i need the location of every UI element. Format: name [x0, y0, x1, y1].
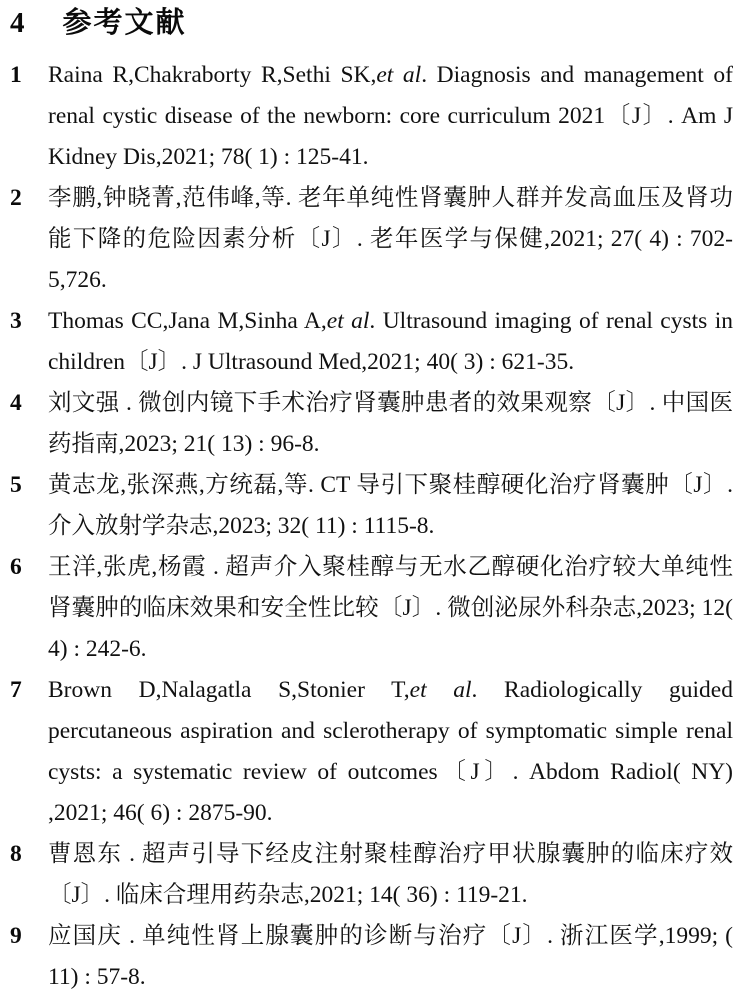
reference-text: Brown D,Nalagatla S,Stonier T,et al. Radiologically guided percutaneous aspiration and sclerotherapy of symptomatic simple renal cysts: a systematic review of outcomes〔J〕. Abdom Radiol( NY) ,2021; 46( 6) : 2875-90. [48, 677, 733, 827]
section-heading [10, 5, 733, 41]
reference-number: 1 [10, 62, 22, 89]
reference-number: 3 [10, 308, 22, 335]
reference-list [10, 55, 733, 998]
reference-text: 曹恩东 . 超声引导下经皮注射聚桂醇治疗甲状腺囊肿的临床疗效〔J〕. 临床合理用药杂志,2021; 14( 36) : 119-21. [48, 841, 733, 909]
reference-text: 黄志龙,张深燕,方统磊,等. CT 导引下聚桂醇硬化治疗肾囊肿〔J〕. 介入放射学杂志,2023; 32( 11) : 1115-8. [48, 472, 733, 540]
reference-number: 9 [10, 923, 22, 950]
section-title: 参考文献 [62, 7, 187, 39]
reference-item [10, 670, 733, 834]
reference-text: 王洋,张虎,杨霞 . 超声介入聚桂醇与无水乙醇硬化治疗较大单纯性肾囊肿的临床效果和安全性比较〔J〕. 微创泌尿外科杂志,2023; 12( 4) : 242-6. [48, 554, 733, 663]
reference-item [10, 55, 733, 178]
reference-item [10, 547, 733, 670]
reference-number: 4 [10, 390, 22, 417]
reference-item [10, 383, 733, 465]
reference-number: 6 [10, 554, 22, 581]
reference-item [10, 178, 733, 301]
reference-text: 应国庆 . 单纯性肾上腺囊肿的诊断与治疗〔J〕. 浙江医学,1999; ( 11) : 57-8. [48, 923, 733, 991]
reference-text: 李鹏,钟晓菁,范伟峰,等. 老年单纯性肾囊肿人群并发高血压及肾功能下降的危险因素分析〔J〕. 老年医学与保健,2021; 27( 4) : 702-5,726. [48, 185, 733, 294]
reference-text: 刘文强 . 微创内镜下手术治疗肾囊肿患者的效果观察〔J〕. 中国医药指南,2023; 21( 13) : 96-8. [48, 390, 733, 458]
reference-number: 5 [10, 472, 22, 499]
reference-item [10, 834, 733, 916]
reference-number: 7 [10, 677, 22, 704]
reference-number: 2 [10, 185, 22, 212]
reference-number: 8 [10, 841, 22, 868]
reference-text: Thomas CC,Jana M,Sinha A,et al. Ultrasound imaging of renal cysts in children〔J〕. J Ultrasound Med,2021; 40( 3) : 621-35. [48, 308, 733, 376]
section-number: 4 [10, 7, 25, 39]
reference-text: Raina R,Chakraborty R,Sethi SK,et al. Diagnosis and management of renal cystic disease of the newborn: core curriculum 2021〔J〕. Am J Kidney Dis,2021; 78( 1) : 125-41. [48, 62, 733, 171]
reference-item [10, 301, 733, 383]
reference-item [10, 465, 733, 547]
reference-item [10, 916, 733, 998]
